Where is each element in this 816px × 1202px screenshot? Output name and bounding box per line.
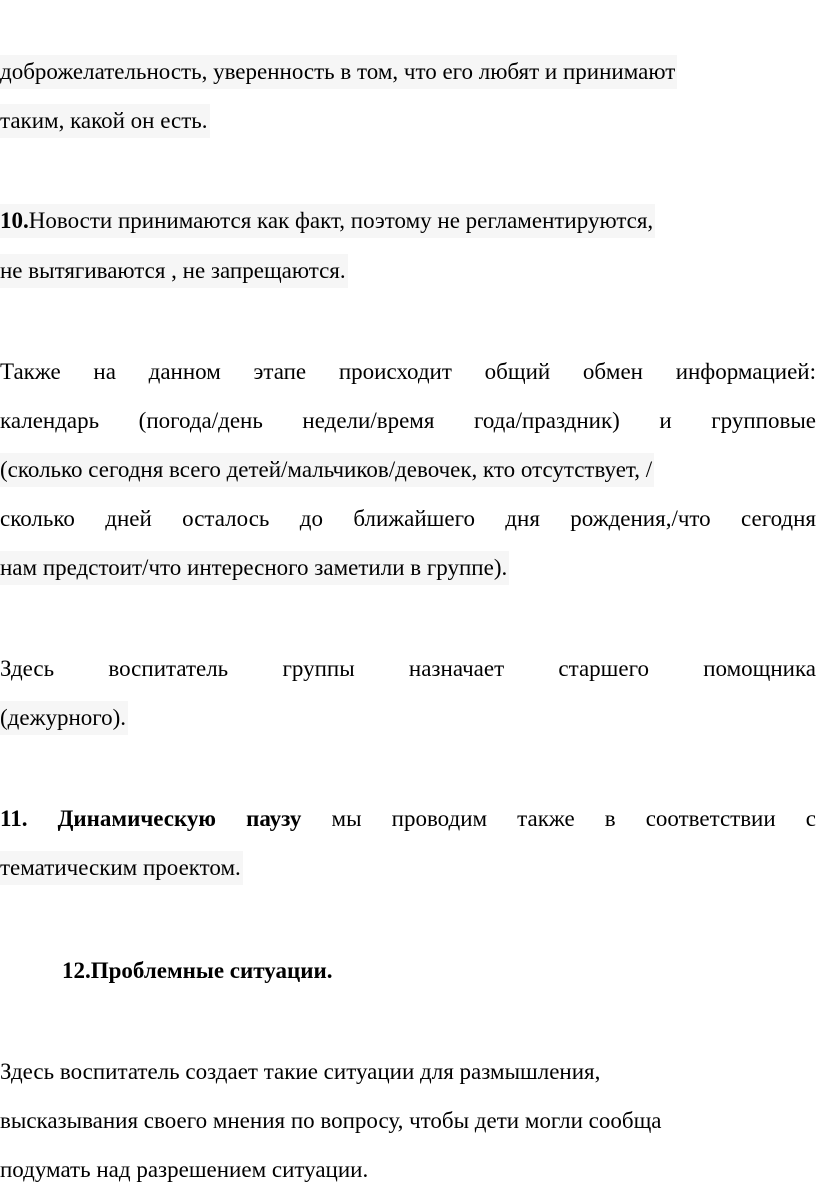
paragraph-4-line-1: Здесь воспитатель группы назначает старшего помощника xyxy=(0,656,816,681)
item-10-number: 10. xyxy=(0,208,29,233)
paragraph-3-line-4: сколько дней осталось до ближайшего дня рождения,/что сегодня xyxy=(0,506,816,531)
item-10-line-1: 10.Новости принимаются как факт, поэтому не регламентируются, xyxy=(0,204,816,238)
paragraph-1-line-1: доброжелательность, уверенность в том, что его любят и принимают xyxy=(0,55,816,89)
paragraph-3-line-2: календарь (погода/день недели/время года/праздник) и групповые xyxy=(0,408,816,433)
item-10-line-2: не вытягиваются , не запрещаются. xyxy=(0,254,348,288)
paragraph-1-line-2: таким, какой он есть. xyxy=(0,104,210,138)
paragraph-6-line-3: подумать над разрешением ситуации. xyxy=(0,1157,369,1182)
item-11-line-1: 11. Динамическую паузу мы проводим также в соответствии с xyxy=(0,806,816,831)
item-12-heading: 12.Проблемные ситуации. xyxy=(62,958,333,983)
paragraph-4-line-2: (дежурного). xyxy=(0,701,128,735)
item-11-line-2: тематическим проектом. xyxy=(0,851,243,885)
paragraph-3-line-3: (сколько сегодня всего детей/мальчиков/девочек, кто отсутствует, / xyxy=(0,453,654,487)
paragraph-3-line-1: Также на данном этапе происходит общий обмен информацией: xyxy=(0,359,816,384)
paragraph-6-line-2: высказывания своего мнения по вопросу, чтобы дети могли сообща xyxy=(0,1108,662,1133)
item-11-bold-title: 11. Динамическую паузу xyxy=(0,806,302,831)
paragraph-6-line-1: Здесь воспитатель создает такие ситуации для размышления, xyxy=(0,1059,601,1084)
paragraph-3-line-5: нам предстоит/что интересного заметили в группе). xyxy=(0,551,509,585)
